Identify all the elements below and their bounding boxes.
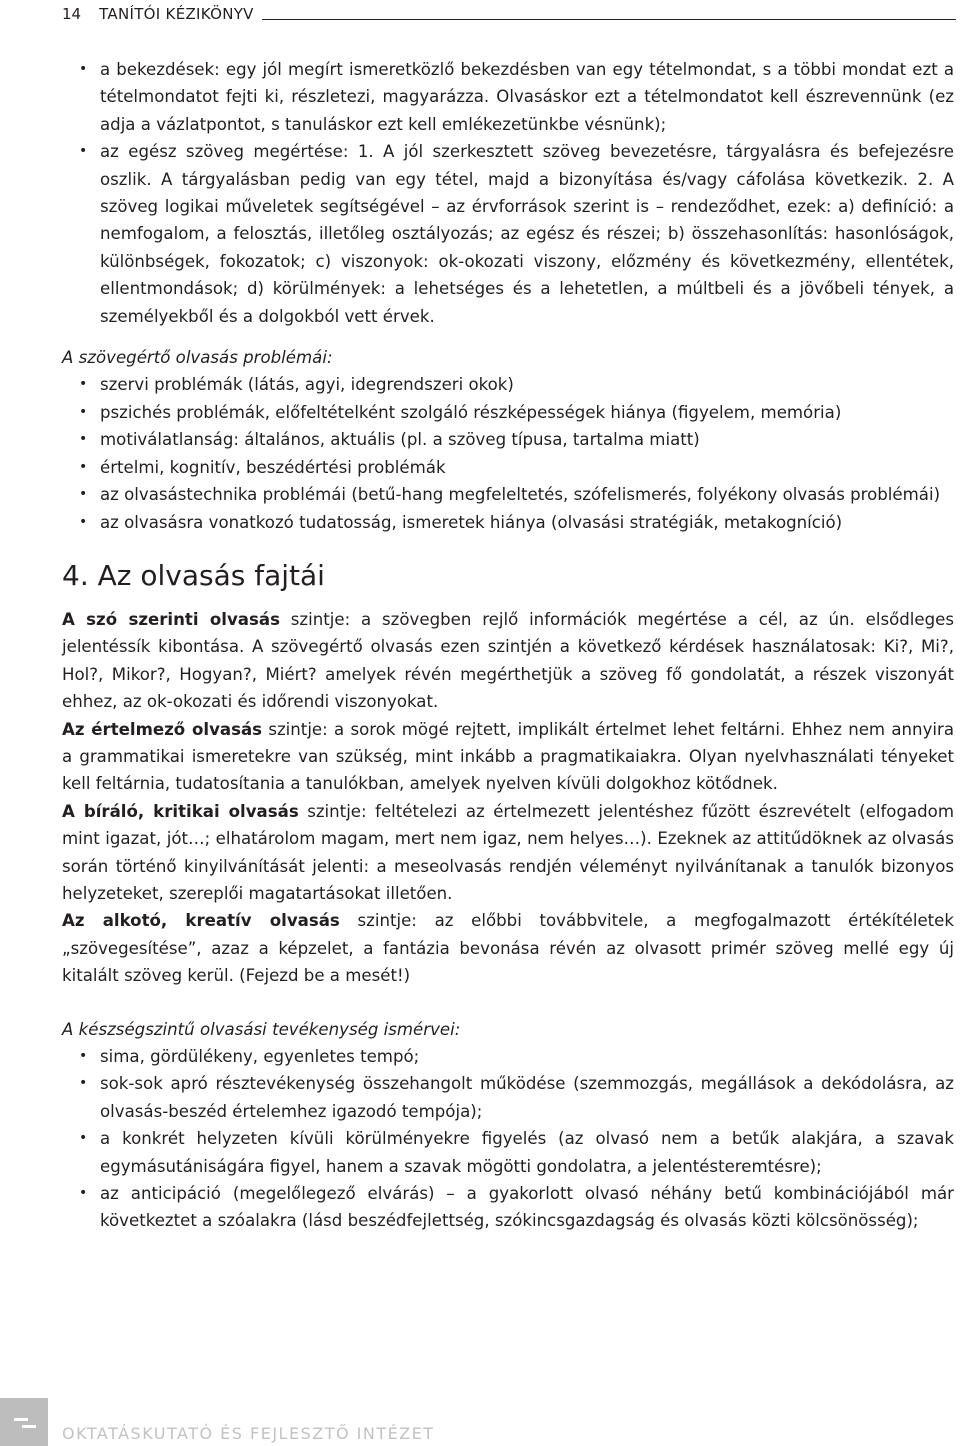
- paragraph-interpretive: [62, 716, 954, 798]
- paragraph-text: szintje: az előbbi továbbvitele, a megfogalmazott értékítéletek „szövegesítése”, azaz a képzelet, a fantázia bevonása révén az olvasott primér szöveg mellé egy új kitalált szöveg kerül. (Fejezd be a mesét!): [62, 911, 954, 986]
- logo-mark: [14, 1418, 28, 1421]
- skills-list: [62, 1043, 954, 1235]
- term-creative: Az alkotó, kreatív olvasás: [62, 911, 340, 931]
- list-item: • a konkrét helyzeten kívüli körülményekre figyelés (az olvasó nem a betűk alakjára, a szavak egymásutániságára figyel, hanem a szavak mögötti gondolatra, a jelentésteremtésre);: [62, 1125, 954, 1180]
- paragraph-creative: [62, 907, 954, 989]
- page-number: 14: [62, 5, 82, 23]
- logo-mark: [22, 1425, 36, 1428]
- list-item: • az olvasástechnika problémái (betű-hang megfeleltetés, szófelismerés, folyékony olvasás problémái): [62, 481, 954, 508]
- list-item: • a bekezdések: egy jól megírt ismeretközlő bekezdésben van egy tételmondat, s a többi mondat ezt a tételmondatot fejti ki, részletezi, magyarázza. Olvasáskor ezt a tételmondatot kell észrevennünk (ez adja a vázlatpontot, s tanuláskor ezt kell emlékezetünkbe vésnünk);: [62, 56, 954, 138]
- running-title: TANÍTÓI KÉZIKÖNYV: [99, 5, 254, 23]
- paragraph-literal: [62, 606, 954, 716]
- paragraph-critical: [62, 798, 954, 908]
- list-item: • sima, gördülékeny, egyenletes tempó;: [62, 1043, 954, 1070]
- list-item: • az olvasásra vonatkozó tudatosság, ismeretek hiánya (olvasási stratégiák, metakogníció): [62, 509, 954, 536]
- page-header: [62, 3, 956, 25]
- skills-heading: A készségszintű olvasási tevékenység ismérvei:: [62, 1019, 461, 1039]
- list-item: • sok-sok apró résztevékenység összehangolt működése (szemmozgás, megállások a dekódolásra, az olvasás-beszéd értelemhez igazodó tempója);: [62, 1070, 954, 1125]
- paragraph-text: szintje: a sorok mögé rejtett, implikált értelmet lehet feltárni. Ehhez nem annyira a grammatikai ismeretekre van szükség, mint inkább a pragmatikaiakra. Olyan nyelvhasználati tényeket kell feltárnia, tudatosítania a tanulókban, amelyek nyelven kívüli dolgokhoz kötődnek.: [62, 719, 954, 794]
- problems-heading: A szövegértő olvasás problémái:: [62, 348, 333, 368]
- list-item: • pszichés problémák, előfeltételként szolgáló részképességek hiánya (figyelem, memória): [62, 399, 954, 426]
- intro-list: [62, 56, 954, 330]
- term-critical: A bíráló, kritikai olvasás: [62, 801, 299, 821]
- term-interpretive: Az értelmező olvasás: [62, 719, 263, 739]
- section-title: 4. Az olvasás fajtái: [62, 558, 325, 592]
- paragraph-text: szintje: a szövegben rejlő információk megértése a cél, az ún. elsődleges jelentéssík kibontása. A szövegértő olvasás ezen szintjén a következő kérdések használatosak: Ki?, Mi?, Hol?, Mikor?, Hogyan?, Miért? amelyek révén megérthetjük a szöveg fő gondolatát, a részek viszonyát ehhez, az ok-okozati és időrendi viszonyokat.: [62, 609, 955, 712]
- paragraph-text: szintje: feltételezi az értelmezett jelentéshez fűzött észrevételt (elfogadom mint igazat, jót…; elhatárolom magam, mert nem igaz, nem helyes…). Ezeknek az attitűdöknek az olvasás során történő kinyilvánítását jelenti: a meseolvasás rendjén véleményt nyilvánítanak a tanulók bizonyos helyzeteket, szereplői magatartásokat illetően.: [62, 801, 954, 903]
- list-item: • szervi problémák (látás, agyi, idegrendszeri okok): [62, 371, 954, 398]
- list-item: • az anticipáció (megelőlegező elvárás) – a gyakorlott olvasó néhány betű kombinációjából már következtet a szóalakra (lásd beszédfejlettség, szókincsgazdagság és olvasás közti kölcsönösség);: [62, 1180, 954, 1235]
- list-item: • értelmi, kognitív, beszédértési problémák: [62, 454, 954, 481]
- problems-list: [62, 371, 954, 535]
- page-content: [62, 56, 954, 1235]
- list-item: • az egész szöveg megértése: 1. A jól szerkesztett szöveg bevezetésre, tárgyalásra és befejezésre oszlik. A tárgyalásban pedig van egy tétel, majd a bizonyítása és/vagy cáfolása következik. 2. A szöveg logikai műveletek segítségével – az érvforrások szerint is – rendeződhet, ezek: a) definíció: a nemfogalom, a felosztás, illetőleg osztályozás; az egész és részei; b) összehasonlítás: hasonlóságok, különbségek, fokozatok; c) viszonyok: ok-okozati viszony, előzmény és következmény, ellentétek, ellentmondások; d) körülmények: a lehetséges és a lehetetlen, a múltbeli és a jövőbeli tények, a személyekből és a dolgokból vett érvek.: [62, 138, 954, 330]
- institute-logo: [0, 1398, 48, 1446]
- list-item: • motiválatlanság: általános, aktuális (pl. a szöveg típusa, tartalma miatt): [62, 426, 954, 453]
- header-rule: [262, 19, 956, 20]
- footer-institute-name: OKTATÁSKUTATÓ ÉS FEJLESZTŐ INTÉZET: [62, 1424, 435, 1443]
- term-literal: A szó szerinti olvasás: [62, 609, 280, 629]
